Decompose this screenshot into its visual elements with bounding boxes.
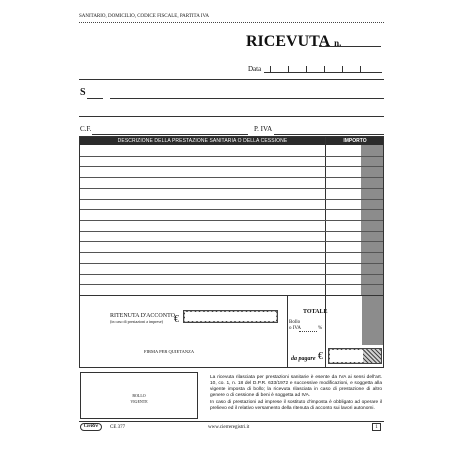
stamp-box bbox=[80, 372, 198, 419]
date-label: Data bbox=[248, 65, 262, 73]
stamp-line-2: VIGENTE bbox=[130, 399, 148, 404]
importo-header: IMPORTO bbox=[343, 138, 367, 144]
table-row[interactable] bbox=[80, 241, 383, 242]
totale-shade bbox=[362, 296, 383, 345]
table-row[interactable] bbox=[80, 263, 383, 264]
table-row[interactable] bbox=[80, 209, 383, 210]
receipt-title bbox=[246, 33, 341, 51]
bollo-label: Bollo bbox=[289, 320, 301, 325]
legal-paragraph-2: In caso di prestazioni ad imprese il sostituto d'imposta è obbligato ad operare il prelievo ed il relativo versamento della ritenuta di acconto sui lavori autonomi. bbox=[210, 400, 382, 411]
brand-text: CieRre bbox=[83, 424, 99, 429]
da-pagare-currency: € bbox=[318, 351, 323, 362]
header-separator bbox=[79, 79, 384, 80]
iva-percent-line[interactable] bbox=[299, 331, 317, 332]
desc-header: DESCRIZIONE DELLA PRESTAZIONE SANITARIA O DELLA CESSIONE bbox=[117, 138, 288, 144]
ritenuta-label: RITENUTA D'ACCONTO bbox=[110, 313, 175, 319]
items-table bbox=[79, 136, 384, 296]
da-pagare-field[interactable] bbox=[328, 348, 382, 364]
s-short-line[interactable] bbox=[87, 98, 103, 99]
legal-paragraph-1: La ricevuta rilasciata per prestazioni sanitarie è esente da IVA ai sensi dell'art. 10, co. 1, n. 18 del D.P.R. 633/1972 e successive modificazioni, e soggetta alla vigente imposta di bollo; la ricevuta rilasciata in caso di prestazione di altro genere o di cessione di beni è soggetta ad IVA. bbox=[210, 375, 382, 398]
cf-field[interactable] bbox=[92, 126, 248, 135]
website-url: www.cierreregistri.it bbox=[208, 425, 250, 430]
sanitario-label: SANITARIO, DOMICILIO, CODICE FISCALE, PARTITA IVA bbox=[79, 14, 210, 19]
table-header bbox=[80, 137, 383, 145]
firma-label: FIRMA PER QUIETANZA bbox=[144, 349, 195, 354]
number-field[interactable] bbox=[319, 46, 381, 47]
table-row[interactable] bbox=[80, 252, 383, 253]
page-number-text: 1 bbox=[375, 425, 378, 430]
ritenuta-currency: € bbox=[174, 314, 179, 325]
table-row[interactable] bbox=[80, 284, 383, 285]
legal-text bbox=[210, 375, 382, 412]
totale-label: TOTALE bbox=[303, 309, 328, 315]
table-row[interactable] bbox=[80, 220, 383, 221]
sanitario-line bbox=[79, 22, 384, 23]
piva-field[interactable] bbox=[274, 126, 384, 135]
ritenuta-note: (in caso di prestazioni a imprese) bbox=[110, 319, 163, 324]
stamp-line-1: BOLLO bbox=[132, 393, 146, 398]
client-name-line[interactable] bbox=[110, 98, 384, 99]
date-field[interactable] bbox=[264, 63, 382, 73]
title-text: RICEVUTA bbox=[246, 33, 331, 50]
s-label: S bbox=[80, 87, 86, 98]
column-divider bbox=[325, 137, 326, 295]
footer-separator bbox=[79, 421, 384, 422]
iva-label: o IVA bbox=[289, 326, 301, 331]
table-row[interactable] bbox=[80, 231, 383, 232]
ritenuta-field[interactable] bbox=[183, 310, 278, 323]
summary-divider-1 bbox=[287, 296, 288, 368]
iva-percent: % bbox=[318, 326, 323, 331]
table-row[interactable] bbox=[80, 177, 383, 178]
table-row[interactable] bbox=[80, 188, 383, 189]
table-row[interactable] bbox=[80, 156, 383, 157]
page-number bbox=[372, 423, 381, 431]
number-label: n. bbox=[334, 38, 342, 48]
piva-label: P. IVA bbox=[254, 125, 273, 133]
product-code: CE 377 bbox=[110, 425, 126, 430]
table-row[interactable] bbox=[80, 166, 383, 167]
table-row[interactable] bbox=[80, 199, 383, 200]
brand-logo bbox=[80, 423, 102, 431]
cf-label: C.F. bbox=[80, 125, 92, 133]
da-pagare-label: da pagare bbox=[291, 356, 316, 362]
client-address-line[interactable] bbox=[79, 116, 384, 117]
table-row[interactable] bbox=[80, 274, 383, 275]
summary-divider-2 bbox=[325, 296, 326, 368]
